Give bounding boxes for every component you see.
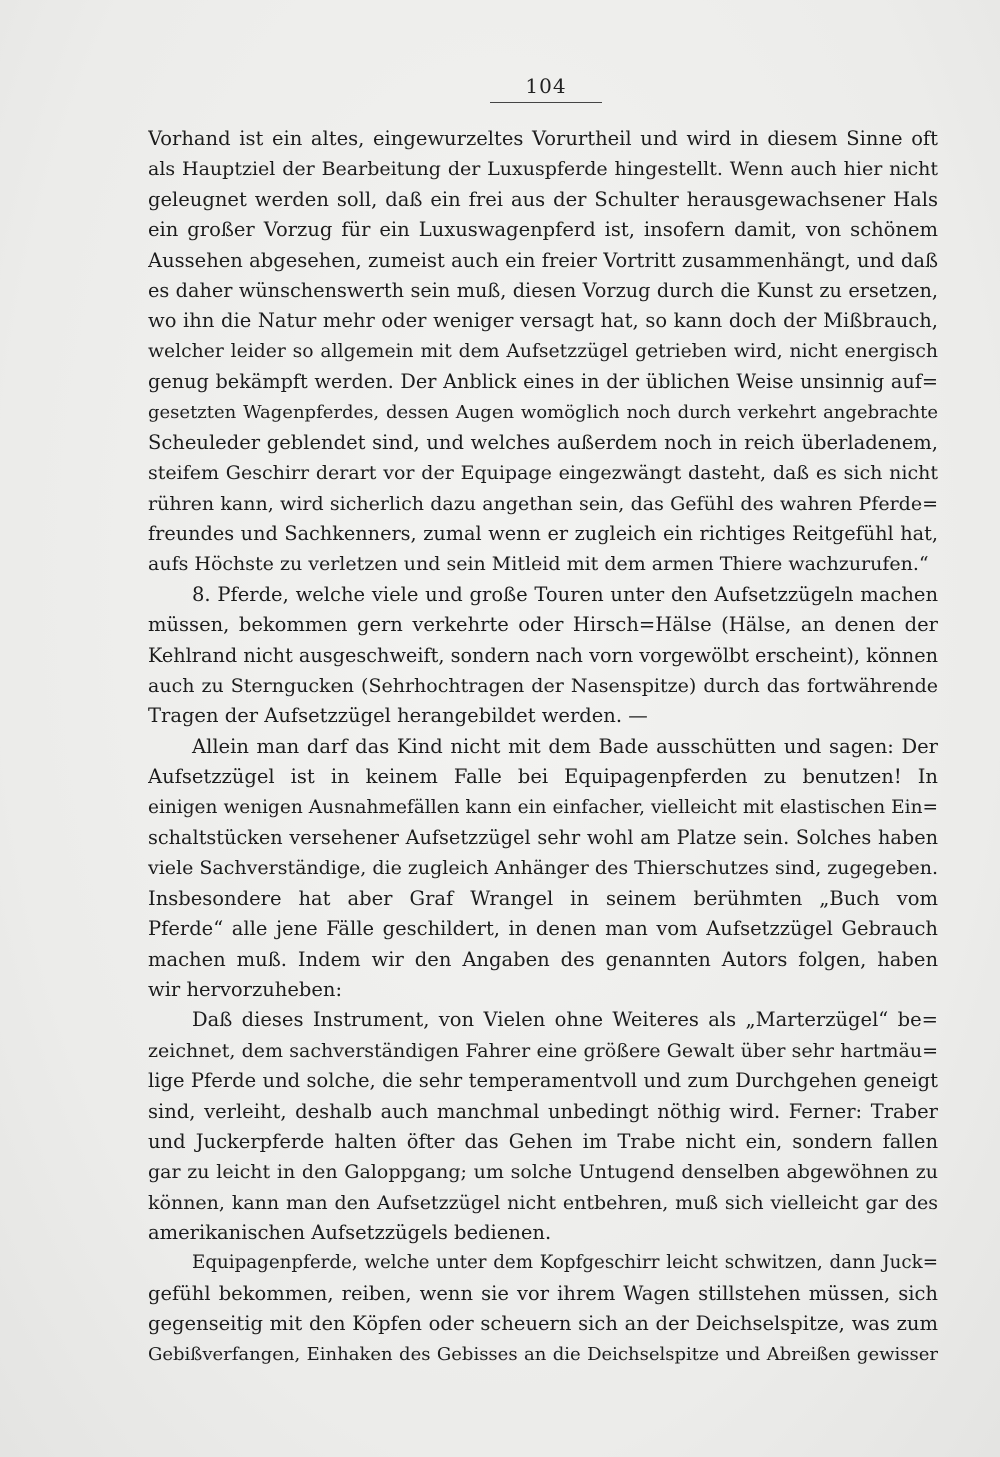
text-line: geleugnet werden soll, daß ein frei aus der Schulter herausgewachsener Hals [148,187,938,211]
text-line: Aussehen abgesehen, zumeist auch ein freier Vortritt zusammenhängt, und daß [148,248,938,272]
text-line: freundes und Sachkenners, zumal wenn er zugleich ein richtiges Reitgefühl hat, [148,522,938,546]
text-line: lige Pferde und solche, die sehr temperamentvoll und zum Durchgehen geneigt [148,1069,938,1093]
text-line: Kehlrand nicht ausgeschweift, sondern nach vorn vorgewölbt erscheint), können [148,643,938,667]
text-line: können, kann man den Aufsetzzügel nicht entbehren, muß sich vielleicht gar des [148,1191,938,1214]
page-number: 104 [525,74,567,98]
text-line: müssen, bekommen gern verkehrte oder Hirsch=Hälse (Hälse, an denen der [148,613,938,637]
text-line: Pferde“ alle jene Fälle geschildert, in denen man vom Aufsetzzügel Gebrauch [148,917,938,941]
text-line: Gebißverfangen, Einhaken des Gebisses an die Deichselspitze und Abreißen gewisser [148,1343,938,1365]
text-line: rühren kann, wird sicherlich dazu angethan sein, das Gefühl des wahren Pferde= [148,492,938,515]
text-line: wo ihn die Natur mehr oder weniger versagt hat, so kann doch der Mißbrauch, [148,309,938,333]
header-rule [490,102,602,103]
text-line: gefühl bekommen, reiben, wenn sie vor ihrem Wagen stillstehen müssen, sich [148,1281,938,1305]
text-line: Insbesondere hat aber Graf Wrangel in seinem berühmten „Buch vom [148,886,938,910]
text-line: Daß dieses Instrument, von Vielen ohne Weiteres als „Marterzügel“ be= [192,1008,938,1032]
text-line: sind, verleiht, deshalb auch manchmal unbedingt nöthig wird. Ferner: Traber [148,1099,938,1123]
text-line: steifem Geschirr derart vor der Equipage eingezwängt dasteht, daß es sich nicht [148,462,938,485]
text-line: Equipagenpferde, welche unter dem Kopfgeschirr leicht schwitzen, dann Juck= [192,1252,938,1274]
text-line: viele Sachverständige, die zugleich Anhänger des Thierschutzes sind, zugegeben. [148,857,938,880]
text-line: schaltstücken versehener Aufsetzzügel sehr wohl am Platze sein. Solches haben [148,825,938,849]
body-text [148,124,938,1370]
text-line: Vorhand ist ein altes, eingewurzeltes Vorurtheil und wird in diesem Sinne oft [148,127,938,150]
text-line: es daher wünschenswerth sein muß, diesen Vorzug durch die Kunst zu ersetzen, [148,278,938,302]
text-line: Allein man darf das Kind nicht mit dem Bade ausschütten und sagen: Der [192,734,938,758]
text-line: und Juckerpferde halten öfter das Gehen im Trabe nicht ein, sondern fallen [148,1129,938,1153]
text-line: wir hervorzuheben: [148,977,343,1001]
text-line: genug bekämpft werden. Der Anblick eines in der üblichen Weise unsinnig auf= [148,370,938,394]
text-line: einigen wenigen Ausnahmefällen kann ein einfacher, vielleicht mit elastischen Ein= [148,796,938,818]
text-line: Scheuleder geblendet sind, und welches außerdem noch in reich überladenem, [148,430,938,454]
text-line: auch zu Sterngucken (Sehrhochtragen der Nasenspitze) durch das fortwährende [148,675,938,698]
text-line: welcher leider so allgemein mit dem Aufsetzzügel getrieben wird, nicht energisch [148,340,938,362]
text-line: ein großer Vorzug für ein Luxuswagenpferd ist, insofern damit, von schönem [148,218,938,242]
text-line: als Hauptziel der Bearbeitung der Luxuspferde hingestellt. Wenn auch hier nicht [148,158,938,181]
text-line: Aufsetzzügel ist in keinem Falle bei Equipagenpferden zu benutzen! In [148,765,938,789]
text-line: gesetzten Wagenpferdes, dessen Augen womöglich noch durch verkehrt angebrachte [148,401,938,423]
text-line: amerikanischen Aufsetzzügels bedienen. [148,1221,552,1245]
text-line: machen muß. Indem wir den Angaben des genannten Autors folgen, haben [148,947,938,971]
text-line: aufs Höchste zu verletzen und sein Mitleid mit dem armen Thiere wachzurufen.“ [148,553,929,576]
text-line: 8. Pferde, welche viele und große Touren unter den Aufsetzzügeln machen [192,582,938,606]
text-line: gar zu leicht in den Galoppgang; um solche Untugend denselben abgewöhnen zu [148,1161,938,1184]
text-line: zeichnet, dem sachverständigen Fahrer eine größere Gewalt über sehr hartmäu= [148,1039,938,1062]
text-line: Tragen der Aufsetzzügel herangebildet werden. — [148,704,648,728]
text-line: gegenseitig mit den Köpfen oder scheuern sich an der Deichselspitze, was zum [148,1312,938,1336]
